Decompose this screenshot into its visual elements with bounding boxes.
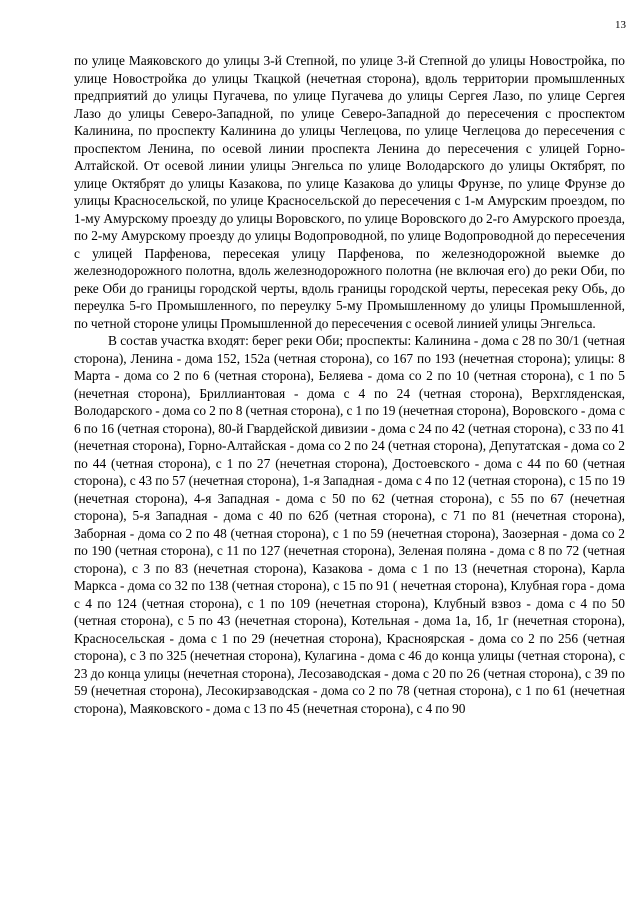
paragraph-boundary-description: по улице Маяковского до улицы 3-й Степной, по улице 3-й Степной до улицы Новостройка, по улице Новостройка до улицы Ткацкой (нечетная сторона), вдоль территории промышленных предприятий до улицы Пугачева, по улице Пугачева до улицы Сергея Лазо, по улице Сергея Лазо до улицы Северо-Западной, по улице Северо-Западной до пересечения с проспектом Калинина, по проспекту Калинина до улицы Чеглецова, по улице Чеглецова до пересечения с проспектом Ленина, по осевой линии проспекта Ленина до пересечения с улицей Горно-Алтайской. От осевой линии улицы Энгельса по улице Володарского до улицы Октябрят, по улице Октябрят до улицы Казакова, по улице Казакова до улицы Фрунзе, по улице Фрунзе до улицы Красносельской, по улице Красносельской до пересечения с 1-м Амурским проездом, по 1-му Амурскому проезду до улицы Воровского, по улице Воровского до 2-го Амурского проезда, по 2-му Амурскому проезду до улицы Водопроводной, по улице Водопроводной до пересечения с улицей Парфенова, пересекая улицу Парфенова, по железнодорожной выемке до железнодорожного полотна, вдоль железнодорожного полотна (не включая его) до реки Оби, по реке Оби до границы городской черты, вдоль границы городской черты, пересекая реку Обь, до переулка 5-го Промышленного, по переулку 5-му Промышленному до улицы Промышленной, по четной стороне улицы Промышленной до пересечения с осевой линией улицы Энгельса.	[74, 53, 625, 331]
document-body	[74, 52, 625, 717]
page-number: 13	[615, 19, 626, 31]
paragraph-district-composition: В состав участка входят: берег реки Оби; проспекты: Калинина - дома с 28 по 30/1 (четная сторона), Ленина - дома 152, 152а (четная сторона), со 167 по 193 (нечетная сторона); улицы: 8 Марта - дома со 2 по 6 (четная сторона), Беляева - дома со 2 по 10 (четная сторона), с 1 по 5 (нечетная сторона), Бриллиантовая - дома с 4 по 24 (четная сторона), Верхглядeнская, Володарского - дома со 2 по 8 (четная сторона), с 1 по 19 (нечетная сторона), Воровского - дома с 6 по 16 (четная сторона), 80-й Гвардейской дивизии - дома с 24 по 42 (четная сторона), с 33 по 41 (нечетная сторона), Горно-Алтайская - дома со 2 по 24 (четная сторона), Депутатская - дома со 2 по 44 (четная сторона), с 1 по 27 (нечетная сторона), Достоевского - дома с 44 по 60 (четная сторона), с 43 по 57 (нечетная сторона), 1-я Западная - дома с 4 по 12 (четная сторона), с 15 по 19 (нечетная сторона), 4-я Западная - дома с 50 по 62 (четная сторона), с 55 по 67 (нечетная сторона), 5-я Западная - дома с 40 по 62б (четная сторона), с 71 по 81 (нечетная сторона), Заборная - дома со 2 по 48 (четная сторона), с 1 по 59 (нечетная сторона), Заозерная - дома со 2 по 190 (четная сторона), с 11 по 127 (нечетная сторона), Зеленая поляна - дома с 8 по 72 (четная сторона), с 3 по 83 (нечетная сторона), Казакова - дома с 1 по 13 (нечетная сторона), Карла Маркса - дома со 32 по 138 (четная сторона), с 15 по 91 ( нечетная сторона), Клубная гора - дома с 4 по 124 (четная сторона), с 1 по 109 (нечетная сторона), Клубный взвоз - дома с 4 по 50 (четная сторона), с 5 по 43 (нечетная сторона), Котельная - дома 1а, 1б, 1г (нечетная сторона), Красносельская - дома с 1 по 29 (нечетная сторона), Красноярская - дома со 2 по 256 (четная сторона), с 3 по 325 (нечетная сторона), Кулагина - дома с 46 до конца улицы (четная сторона), с 23 до конца улицы (нечетная сторона), Лесозаводская - дома с 20 по 26 (четная сторона), с 39 по 59 (нечетная сторона), Лесокирзаводская - дома со 2 по 78 (четная сторона), с 1 по 61 (нечетная сторона), Маяковского - дома с 13 по 45 (нечетная сторона), с 4 по 90	[74, 333, 625, 716]
